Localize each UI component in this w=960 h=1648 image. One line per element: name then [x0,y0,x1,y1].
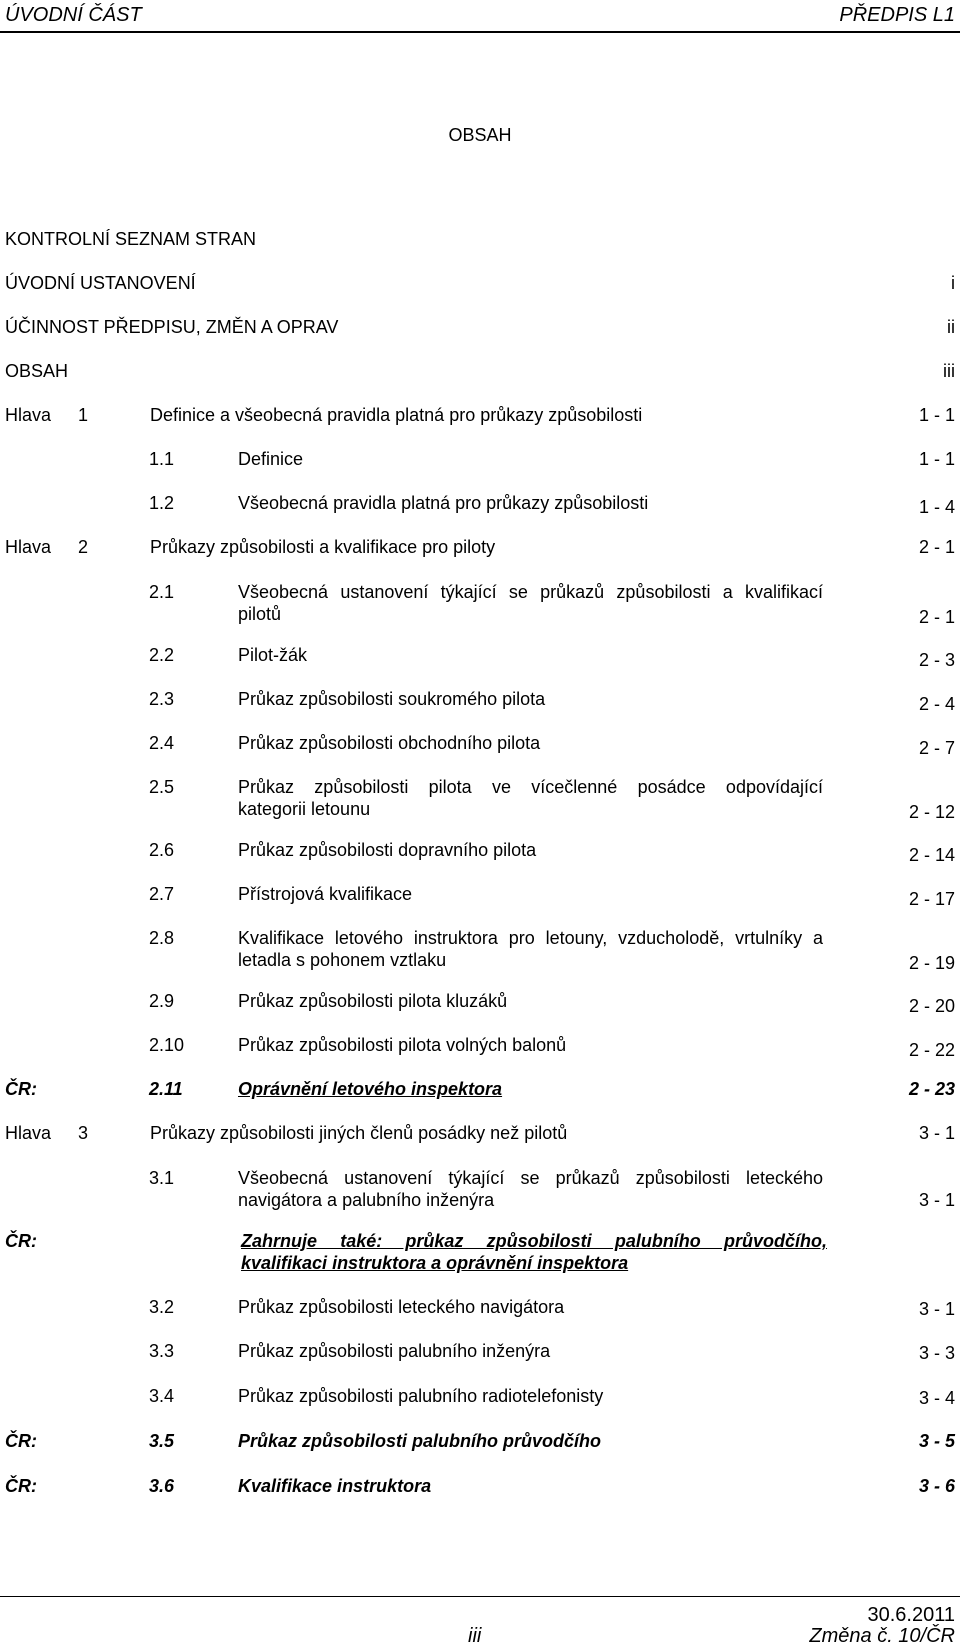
section-title-cont: letadla s pohonem vztlaku [238,950,447,970]
section-title: Průkaz způsobilosti pilota volných balonů [238,1035,567,1055]
section-title: Kvalifikace letového instruktora pro letouny, vzducholodě, vrtulníky a [238,928,823,948]
header-right: PŘEDPIS L1 [839,4,955,26]
chapter-number: 3 [78,1123,89,1143]
cr-marker: ČR: [5,1231,37,1251]
toc-page: ii [947,317,955,337]
toc-page: 1 - 4 [918,497,955,517]
section-title: Všeobecná pravidla platná pro průkazy způsobilosti [238,493,649,513]
section-title-cont: kategorii letounu [238,799,371,819]
toc-chapter-1 [0,405,960,429]
section-title: Průkaz způsobilosti palubního průvodčího [238,1431,602,1451]
toc-page: 2 - 1 [918,607,955,627]
section-title-cont: pilotů [238,604,282,624]
chapter-prefix: Hlava [5,405,52,425]
toc-page: 3 - 4 [918,1388,955,1408]
cr-marker: ČR: [5,1079,37,1099]
toc-section [0,1386,960,1410]
header-left: ÚVODNÍ ČÁST [5,4,142,26]
section-number: 3.5 [149,1431,175,1451]
toc-section [0,733,960,757]
chapter-title: Definice a všeobecná pravidla platná pro průkazy způsobilosti [150,405,643,425]
footer-date: 30.6.2011 [867,1604,955,1626]
section-number: 3.4 [149,1386,175,1406]
toc-label: ÚČINNOST PŘEDPISU, ZMĚN A OPRAV [5,317,339,337]
section-title: Všeobecná ustanovení týkající se průkazů způsobilosti leteckého [238,1168,823,1188]
footer-change: Změna č. 10/ČR [809,1625,955,1647]
chapter-title: Průkazy způsobilosti jiných členů posádky než pilotů [150,1123,568,1143]
toc-label: ÚVODNÍ USTANOVENÍ [5,273,196,293]
toc-section [0,1297,960,1321]
section-number: 2.1 [149,582,175,602]
toc-page: 2 - 3 [918,650,955,670]
section-number: 3.2 [149,1297,175,1317]
header-rule [0,31,960,33]
toc-chapter-3 [0,1123,960,1147]
section-title: Průkaz způsobilosti obchodního pilota [238,733,541,753]
section-number: 3.1 [149,1168,175,1188]
toc-front-entry [0,361,960,385]
toc-page: 3 - 3 [918,1343,955,1363]
toc-section [0,928,960,976]
section-title: Oprávnění letového inspektora [238,1079,503,1099]
section-number: 2.2 [149,645,175,665]
toc-section [0,884,960,908]
section-title: Definice [238,449,304,469]
toc-page: i [951,273,955,293]
toc-front-entry [0,317,960,341]
toc-section [0,582,960,630]
cr-note-line2: kvalifikaci instruktora a oprávnění inspektora [241,1253,629,1273]
toc-page: 2 - 7 [918,738,955,758]
section-title: Průkaz způsobilosti palubního inženýra [238,1341,551,1361]
chapter-number: 1 [78,405,89,425]
chapter-prefix: Hlava [5,1123,52,1143]
cr-marker: ČR: [5,1431,37,1451]
section-title: Přístrojová kvalifikace [238,884,413,904]
toc-section [0,1035,960,1059]
footer-rule [0,1596,960,1597]
toc-section [0,645,960,669]
section-title: Průkaz způsobilosti soukromého pilota [238,689,546,709]
toc-section-cr [0,1079,960,1103]
section-number: 2.10 [149,1035,185,1055]
section-number: 2.7 [149,884,175,904]
page-title: OBSAH [448,125,512,145]
toc-section [0,1168,960,1216]
section-title: Průkaz způsobilosti pilota kluzáků [238,991,508,1011]
section-title: Průkaz způsobilosti pilota ve vícečlenné posádce odpovídající [238,777,823,797]
section-number: 1.1 [149,449,175,469]
toc-section [0,991,960,1015]
cr-marker: ČR: [5,1476,37,1496]
section-number: 1.2 [149,493,175,513]
toc-page: 1 - 1 [918,405,955,425]
toc-page: iii [943,361,955,381]
toc-page: 3 - 1 [918,1123,955,1143]
toc-section [0,689,960,713]
toc-front-entry [0,273,960,297]
section-number: 2.3 [149,689,175,709]
section-number: 2.4 [149,733,175,753]
section-number: 3.6 [149,1476,175,1496]
toc-page: 2 - 23 [908,1079,955,1099]
section-number: 2.11 [149,1079,183,1099]
section-title-cont: navigátora a palubního inženýra [238,1190,495,1210]
chapter-title: Průkazy způsobilosti a kvalifikace pro piloty [150,537,496,557]
toc-page: 2 - 4 [918,694,955,714]
section-title: Průkaz způsobilosti leteckého navigátora [238,1297,565,1317]
section-title: Průkaz způsobilosti dopravního pilota [238,840,537,860]
toc-section [0,449,960,473]
section-number: 2.6 [149,840,175,860]
toc-page: 3 - 5 [918,1431,955,1451]
section-title: Kvalifikace instruktora [238,1476,432,1496]
toc-section-cr [0,1431,960,1455]
toc-page: 2 - 22 [908,1040,955,1060]
toc-section-cr [0,1476,960,1500]
toc-label: OBSAH [5,361,69,381]
chapter-prefix: Hlava [5,537,52,557]
toc-page: 2 - 17 [908,889,955,909]
section-title: Průkaz způsobilosti palubního radiotelefonisty [238,1386,604,1406]
toc-chapter-2 [0,537,960,561]
toc-front-entry [0,229,960,253]
toc-section [0,777,960,825]
cr-note-line1: Zahrnuje také: průkaz způsobilosti palubního průvodčího, [241,1231,827,1251]
footer-page-number: iii [468,1625,482,1647]
section-title: Pilot-žák [238,645,308,665]
toc-section [0,493,960,517]
toc-page: 2 - 1 [918,537,955,557]
toc-section [0,840,960,864]
toc-page: 3 - 1 [918,1190,955,1210]
cr-note [0,1231,960,1279]
section-number: 2.5 [149,777,175,797]
section-number: 2.9 [149,991,175,1011]
section-title: Všeobecná ustanovení týkající se průkazů způsobilosti a kvalifikací [238,582,823,602]
toc-page: 3 - 1 [918,1299,955,1319]
toc-page: 3 - 6 [918,1476,955,1496]
toc-section [0,1341,960,1365]
toc-page: 2 - 20 [908,996,955,1016]
toc-page: 2 - 14 [908,845,955,865]
toc-page: 2 - 19 [908,953,955,973]
chapter-number: 2 [78,537,89,557]
section-number: 3.3 [149,1341,175,1361]
section-number: 2.8 [149,928,175,948]
toc-label: KONTROLNÍ SEZNAM STRAN [5,229,257,249]
toc-page: 1 - 1 [918,449,955,469]
toc-page: 2 - 12 [908,802,955,822]
